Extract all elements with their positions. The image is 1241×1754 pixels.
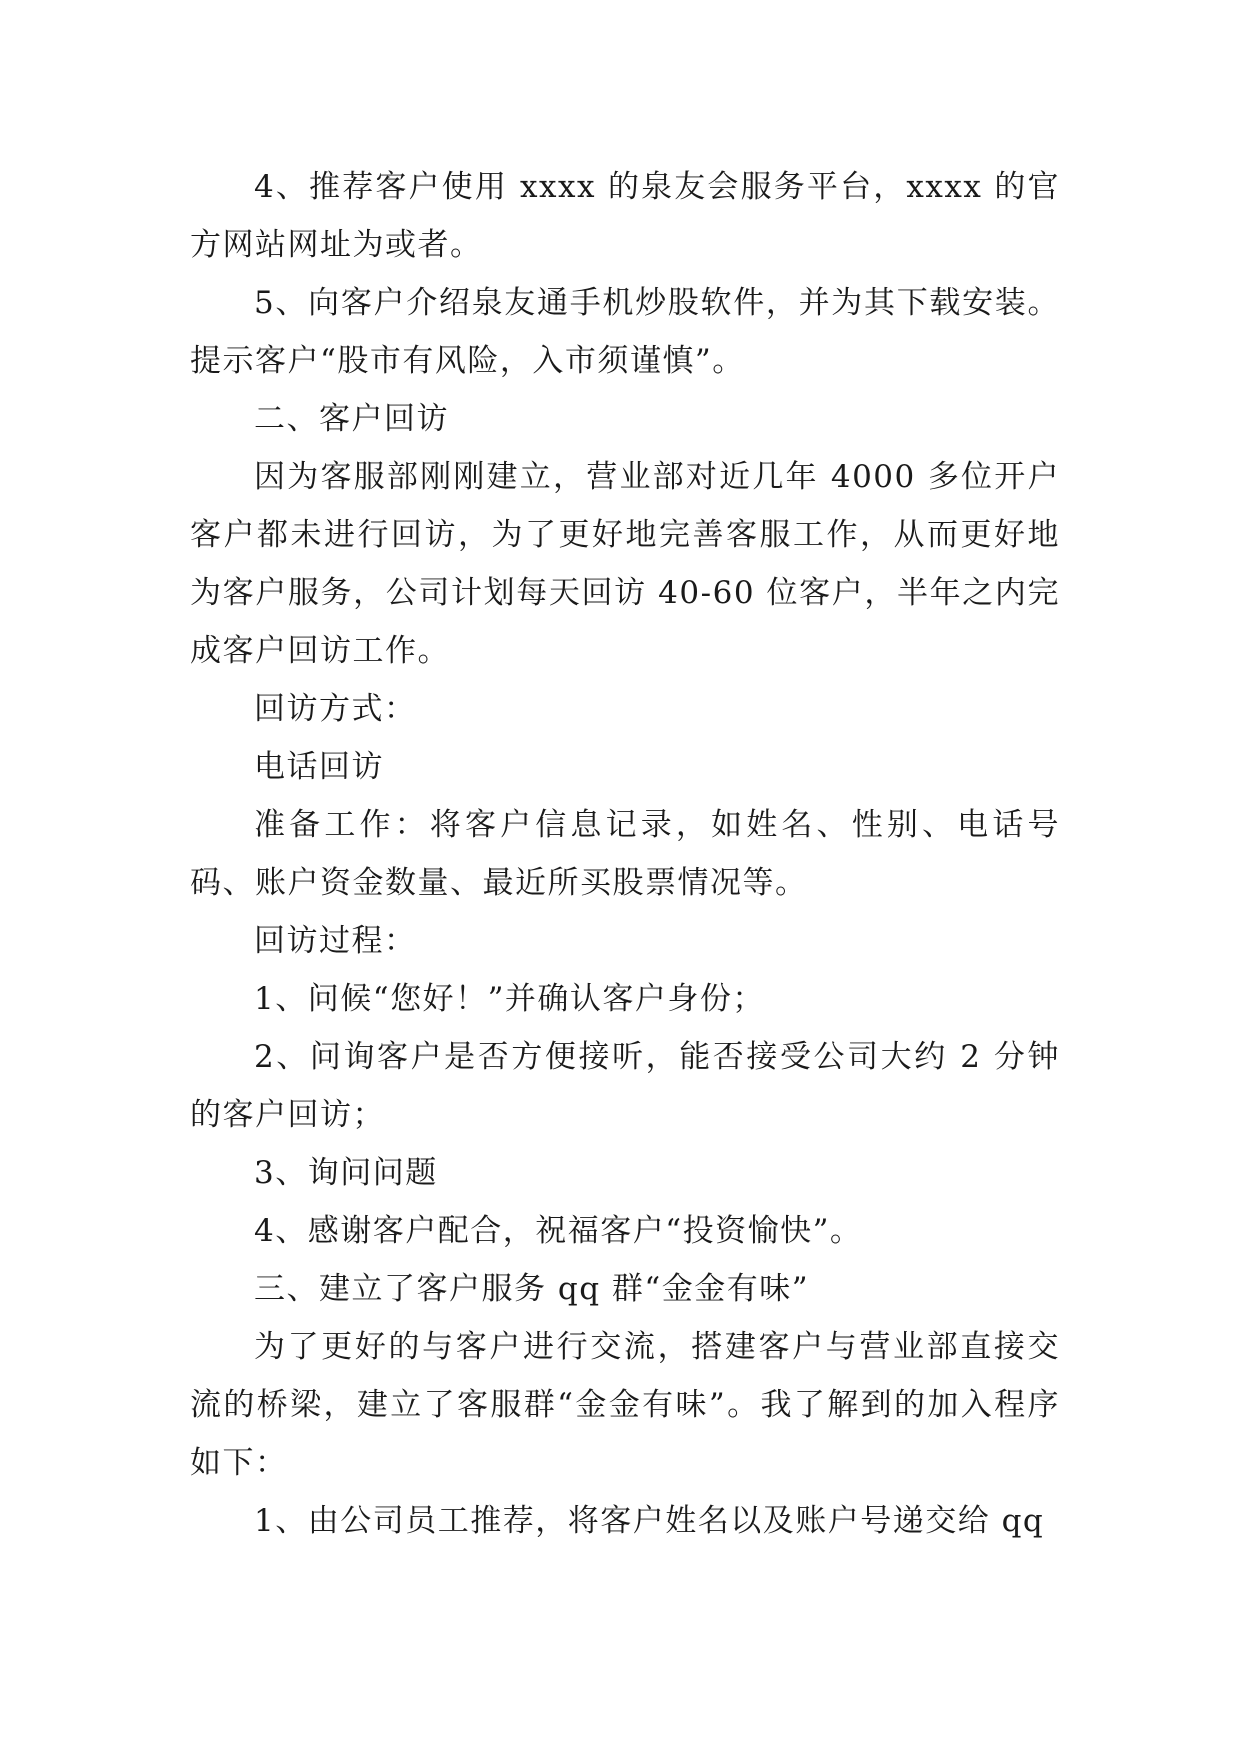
document-body	[190, 158, 1060, 1550]
paragraph-revisit-plan: 因为客服部刚刚建立，营业部对近几年 4000 多位开户客户都未进行回访，为了更好地完善客服工作，从而更好地为客户服务，公司计划每天回访 40-60 位客户，半年之内完成客户回访工作。	[190, 459, 1060, 669]
paragraph-recommend-platform: 4、推荐客户使用 xxxx 的泉友会服务平台，xxxx 的官方网站网址为或者。	[190, 169, 1060, 263]
section-heading-customer-revisit: 二、客户回访	[254, 401, 449, 437]
list-item-ask-questions: 3、询问问题	[254, 1155, 438, 1191]
list-item-join-step-1: 1、由公司员工推荐，将客户姓名以及账户号递交给 qq	[254, 1503, 1045, 1539]
label-revisit-process: 回访过程：	[254, 923, 417, 959]
paragraph-qq-group-purpose: 为了更好的与客户进行交流，搭建客户与营业部直接交流的桥梁，建立了客服群“金金有味”。我了解到的加入程序如下：	[190, 1329, 1060, 1481]
paragraph-preparation: 准备工作：将客户信息记录，如姓名、性别、电话号码、账户资金数量、最近所买股票情况等。	[190, 807, 1060, 901]
list-item-greeting: 1、问候“您好！”并确认客户身份；	[254, 981, 765, 1017]
paragraph-phone-revisit: 电话回访	[254, 749, 384, 785]
paragraph-introduce-software: 5、向客户介绍泉友通手机炒股软件，并为其下载安装。提示客户“股市有风险，入市须谨慎”。	[190, 285, 1060, 379]
section-heading-qq-group: 三、建立了客户服务 qq 群“金金有味”	[254, 1271, 810, 1307]
label-revisit-method: 回访方式：	[254, 691, 417, 727]
list-item-ask-availability: 2、问询客户是否方便接听，能否接受公司大约 2 分钟的客户回访；	[190, 1039, 1060, 1133]
list-item-thanks: 4、感谢客户配合，祝福客户“投资愉快”。	[254, 1213, 863, 1249]
